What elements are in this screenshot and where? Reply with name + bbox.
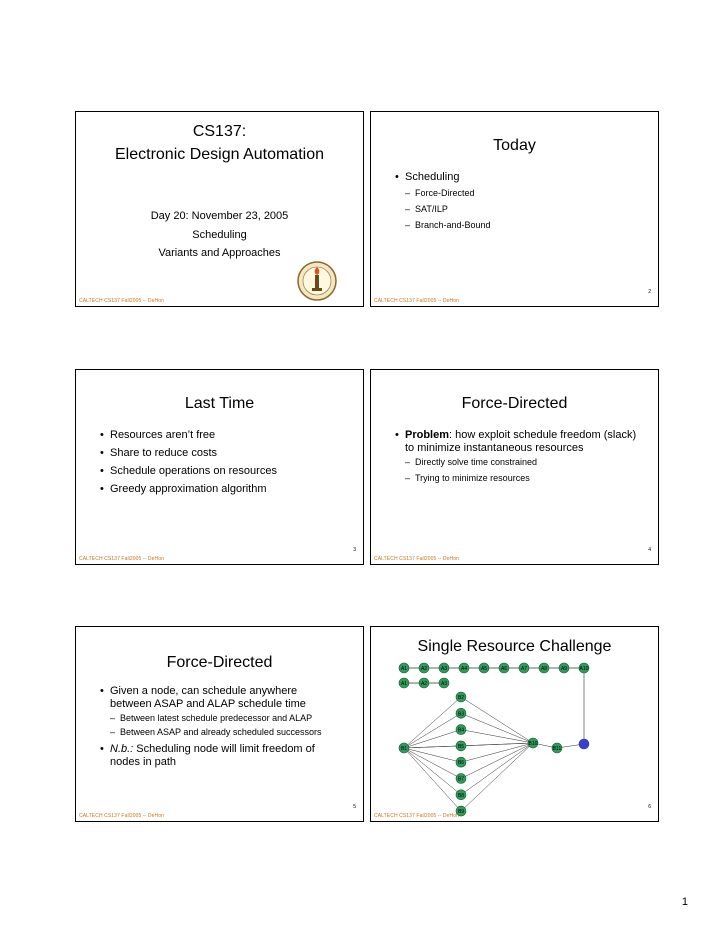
slide-5-page-number: 5: [353, 804, 356, 810]
slide-6-footer: CALTECH CS137 Fall2005 -- DeHon: [374, 813, 459, 819]
slide-1-footer: CALTECH CS137 Fall2005 -- DeHon: [79, 298, 164, 304]
graph-node-label: A7: [520, 666, 528, 672]
slide-1-subject: Scheduling: [192, 229, 247, 241]
graph-node: [399, 663, 409, 673]
slide-2-title: Today: [493, 137, 536, 154]
document-page-number: 1: [681, 896, 688, 908]
graph-node: [439, 678, 449, 688]
graph-node: [419, 678, 429, 688]
slide-5: [75, 626, 364, 822]
graph-edge: [404, 743, 533, 748]
graph-node-label: A9: [560, 666, 568, 672]
graph-node: [559, 663, 569, 673]
slide-5-bullet-text: Scheduling node will limit freedom of nodes in path: [110, 743, 315, 768]
slide-4-sub-bullet: – Trying to minimize resources: [405, 473, 647, 484]
slide-2-bullet-text: Scheduling: [405, 171, 460, 183]
slide-3-footer: CALTECH CS137 Fall2005 -- DeHon: [79, 556, 164, 562]
slide-2-sub-bullet: – Branch-and-Bound: [405, 220, 645, 231]
slide-3-bullet: • Share to reduce costs: [100, 447, 355, 460]
graph-node: [419, 663, 429, 673]
graph-node-label: A1: [400, 681, 408, 687]
graph-node-label: B9: [457, 809, 465, 816]
graph-node-label: A3: [440, 666, 448, 672]
slide-5-bullet: [100, 743, 340, 769]
slide-1-subtitle: Variants and Approaches: [158, 247, 281, 259]
graph-node-label: A2: [420, 666, 428, 672]
graph-edge: [461, 743, 533, 795]
graph-node-label: B8: [457, 792, 465, 799]
caltech-seal-icon: [296, 258, 338, 304]
slide-4: [370, 369, 659, 565]
graph-node-label: B11: [552, 746, 562, 752]
graph-node: [456, 708, 466, 718]
graph-node-label: B2: [457, 695, 465, 701]
graph-node-label: A8: [540, 666, 548, 672]
graph-node-label: B1: [400, 746, 408, 752]
slide-2-footer: CALTECH CS137 Fall2005 -- DeHon: [374, 298, 459, 304]
graph-edge: [461, 743, 533, 811]
slide-1: [75, 111, 364, 307]
slide-2-page-number: 2: [648, 289, 651, 295]
graph-edge: [404, 748, 461, 811]
graph-node-label: B4: [457, 727, 465, 734]
slide-3-bullet: • Resources aren’t free: [100, 429, 355, 442]
graph-node-label: B3: [457, 711, 465, 718]
slide-3-bullet: • Greedy approximation algorithm: [100, 483, 355, 496]
slide-4-page-number: 4: [648, 547, 651, 553]
slide-5-title: Force-Directed: [166, 654, 273, 671]
slide-3: [75, 369, 364, 565]
graph-edge: [404, 730, 461, 748]
graph-edge: [461, 743, 533, 779]
graph-node-circle: [579, 739, 589, 749]
graph-node: [456, 725, 466, 735]
slide-6-page-number: 6: [648, 804, 651, 810]
graph-node: [399, 743, 409, 753]
graph-node: [499, 663, 509, 673]
graph-node-label: B10: [528, 741, 538, 747]
graph-node: [528, 738, 538, 748]
slide-2-bullet: [395, 171, 645, 231]
slide-5-bullet-text: Given a node, can schedule anywhere between ASAP and ALAP schedule time: [110, 685, 306, 710]
slide-4-footer: CALTECH CS137 Fall2005 -- DeHon: [374, 556, 459, 562]
graph-node-label: A2: [420, 681, 428, 687]
slide-1-date: Day 20: November 23, 2005: [150, 210, 289, 222]
slide-2-sub-bullet: – SAT/ILP: [405, 204, 645, 215]
graph-node: [579, 739, 589, 749]
graph-node: [552, 743, 562, 753]
slide-5-sub-bullet: – Between latest schedule predecessor and ALAP: [110, 713, 340, 724]
dependency-graph: [371, 627, 660, 823]
graph-edge: [404, 697, 461, 748]
graph-node: [579, 663, 589, 673]
graph-node: [399, 678, 409, 688]
graph-node: [456, 692, 466, 702]
graph-node-label: A4: [460, 666, 468, 672]
graph-node: [456, 741, 466, 751]
slide-3-title: Last Time: [184, 395, 255, 412]
slide-6: [370, 626, 659, 822]
slide-4-bullet-text: : how exploit schedule freedom (slack) to minimize instantaneous resources: [405, 429, 637, 454]
graph-node: [459, 663, 469, 673]
graph-node-label: B7: [457, 776, 465, 783]
graph-edge: [461, 713, 533, 743]
graph-node-label: A3: [440, 681, 448, 687]
slide-5-bullet-italic: N.b.:: [110, 743, 134, 755]
graph-node: [456, 757, 466, 767]
slide-1-title-line1: CS137:: [192, 123, 247, 140]
slide-4-bullet-bold: Problem: [405, 429, 450, 441]
slide-4-bullet: [395, 429, 647, 484]
slide-5-footer: CALTECH CS137 Fall2005 -- DeHon: [79, 813, 164, 819]
graph-node-label: A1: [400, 666, 408, 672]
graph-edge: [404, 748, 461, 779]
graph-node-label: A5: [480, 666, 488, 672]
slide-2-sub-bullet: – Force-Directed: [405, 188, 645, 199]
graph-node: [479, 663, 489, 673]
slide-4-title: Force-Directed: [461, 395, 568, 412]
graph-node-label: A10: [579, 666, 589, 672]
slide-5-bullet: [100, 685, 340, 738]
graph-node-label: B6: [457, 760, 465, 767]
slide-6-title: Single Resource Challenge: [417, 638, 612, 655]
graph-node-label: A6: [500, 666, 508, 672]
graph-edge: [461, 743, 533, 762]
graph-node: [539, 663, 549, 673]
graph-node: [519, 663, 529, 673]
slide-5-sub-bullet: – Between ASAP and already scheduled successors: [110, 727, 340, 738]
slide-3-page-number: 3: [353, 547, 356, 553]
graph-node-label: B5: [457, 743, 465, 750]
graph-node: [456, 774, 466, 784]
graph-edge: [404, 713, 461, 748]
slide-3-bullet: • Schedule operations on resources: [100, 465, 355, 478]
slide-2: [370, 111, 659, 307]
slide-4-sub-bullet: – Directly solve time constrained: [405, 457, 647, 468]
graph-node: [439, 663, 449, 673]
slide-1-title-line2: Electronic Design Automation: [115, 146, 324, 163]
graph-node: [456, 790, 466, 800]
